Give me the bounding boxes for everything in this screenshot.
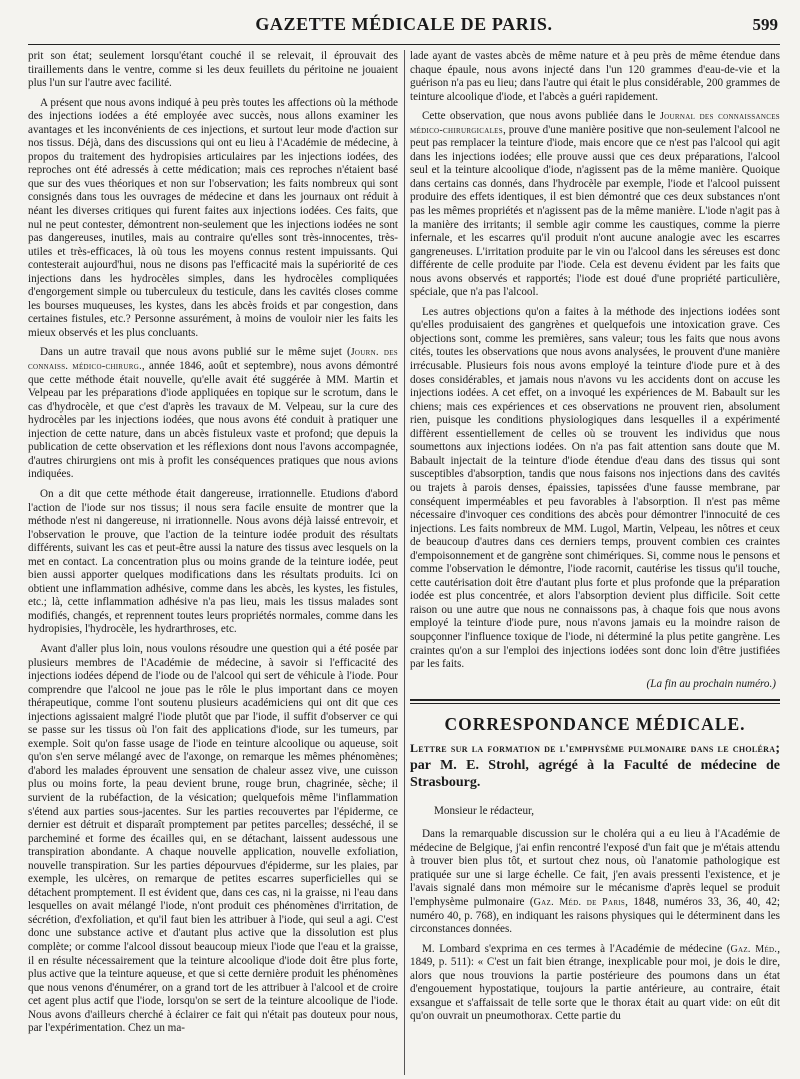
section-separator — [410, 699, 780, 704]
column-divider — [404, 50, 405, 1075]
left-column — [28, 50, 398, 1075]
continuation-note: (La fin au prochain numéro.) — [646, 677, 776, 690]
letter-title — [410, 740, 780, 791]
paragraph: prit son état; seulement lorsqu'étant couché il se relevait, il éprouvait des tiraillements dans le ventre, comme si les deux feuillets du péritoine ne jouaient plus l'un sur l'autre avec facilité. — [28, 50, 398, 90]
paragraph: A présent que nous avons indiqué à peu près toutes les affections où la méthode des injections iodées a été employée avec succès, nous allons examiner les avantages et les inconvénients de ces injections, et surtout leur mode d'action sur nos tissus. Déjà, dans des discussions qui ont eu lieu à l'Académie de médecine, à propos du traitement des hydropisies articulaires par les injections iodées, des reproches ont été adressés à cette médication; mais ces reproches n'étaient basé que sur des vues théoriques et non sur l'observation; les faits nombreux qui sont consignés dans tous les ouvrages de médecine et dans les journaux ont réduit à néant les diverses critiques qui furent faites aux injections iodées. Ces faits, que nul ne peut contester, démontrent non-seulement que les injections iodées ne sont pas dangereuses, inutiles, mais au contraire qu'elles sont très-innocentes, très-utiles et très-efficaces, là où tous les moyens connus restent impuissants. Qui contesterait aujourd'hui, nous ne disons pas l'efficacité mais la supériorité de ces injections dans les hydrocèles simples, dans les hydrocèles compliquées d'engorgement simple ou tuberculeux du testicule, dans les cavités closes comme les bourses muqueuses, les kystes, dans les abcès froids et par congestion, dans certaines fistules, etc.? Personne assurément, à moins de vouloir nier les faits les mieux observés et les plus concluants. — [28, 96, 398, 339]
letter-title-caps: Lettre sur la formation de l'emphysème pulmonaire dans le choléra — [410, 740, 776, 755]
paragraph — [410, 110, 780, 300]
page-header — [28, 10, 780, 45]
journal-citation: Journ. des connaiss. médico-chirurg. — [28, 347, 398, 373]
paragraph — [28, 346, 398, 481]
paragraph — [410, 828, 780, 936]
text: , 1849, p. 511): « C'est un fait bien étrange, inexplicable pour moi, je dois le dire, alors que nous trouvions la partie postérieure des poumons dans un état d'engouement hypostatique, toujours la partie antérieure, au contraire, était exsangue et s'affaissait de telle sorte que le thorax était au quart vide: on eût dit qu'on ouvrait un pneumothorax. Cette partie du — [410, 942, 780, 1023]
paragraph: On a dit que cette méthode était dangereuse, irrationnelle. Etudions d'abord l'action de l'iode sur nos tissus; il nous sera facile ensuite de montrer que la méthode n'est ni dangereuse, ni irrationnelle. Nous avons déjà laissé entrevoir, et l'observation le prouve, que l'action de la teinture iodée produit des résultats différents, suivant les cas et peut-être aussi la nature des tissus avec lesquels on la met en contact. La concentration plus ou moins grande de la teinture iodée, peut bien aussi apporter quelques modifications dans les résultats produits. Ici on obtient une inflammation adhésive, comme dans les abcès, les kystes, les fistules, etc.; là, cette inflammation adhésive n'a pas lieu, mais les tissus malades sont modifiés, changés, et reprennent toutes leurs propriétés normales, comme dans les hydropisies, l'hydrocèle, les hydrarthroses, etc. — [28, 487, 398, 636]
text: , année 1846, août et septembre), nous avons démontré que cette méthode était nouvelle, qu'elle avait été suggérée à MM. Martin et Velpeau par les préparations d'iode appliquées en topique sur le scrotum, dans le cas d'hydrocèle, et que c'est d'après les travaux de M. Velpeau, sur la cure des hydrocèles par les injections iodées, que nous avons été conduit à pratiquer une injection de cette nature, dans un abcès fistuleux vaste et profond; que depuis la publication de cette observation et les réflexions dont nous l'avons accompagnée, d'autres chirurgiens ont mis à profit les conséquences pratiques que nous avions indiquées. — [28, 360, 398, 481]
paragraph: Les autres objections qu'on a faites à la méthode des injections iodées sont qu'elles produisaient des gangrènes et quelquefois une intoxication grave. Ces objections sont, comme les premières, sans valeur; tous les faits que nous avons cités, toutes les observations que nous avons analysées, le prouvent d'une manière irrécusable. Plusieurs fois nous avons employé la teinture d'iode pure et à des doses considérables, et jamais nous n'avons vu les accidents dont on accuse les injections iodées. A cet effet, on a invoqué les expériences de M. Babault sur les chiens; mais ces expériences et ces observations ne prouvent rien, absolument rien, puisque les conditions physiologiques dans lesquelles il a expérimenté diffèrent essentiellement de celles où se trouvent les individus que nous soumettons aux injections iodées. On n'a pas fait attention sans doute que M. Babault injectait de la teinture d'iode étendue d'eau dans des tissus qui sont susceptibles d'absorption, tandis que nous faisons nos injections dans des cavités ou trajets à parois denses, épaissies, tapissées d'une fausse membrane, par conséquent imperméables et peu favorables à l'absorption. Il n'est pas même nécessaire d'invoquer ces conditions des abcès pour démontrer l'innocuité de ces injections. Les faits nombreux de MM. Lugol, Martin, Velpeau, les nôtres et ceux de beaucoup d'autres dans ces derniers temps, prouvent combien ces craintes d'empoisonnement et de gangrène sont chimériques. Si, comme nous le pensons et comme l'observation le démontre, l'iode racornit, cautérise les tissus qu'il touche, cette cautérisation doit être d'autant plus forte et plus profonde que la préparation iodée est plus concentrée, et alors l'absorption devient plus difficile. Soit cette raison ou une autre que nous ne connaissons pas, à chaque fois que nous avons employé la teinture d'iode pure, nous n'avons jamais eu la moindre raison de soupçonner l'influence toxique de l'iode, ni déterminé la plus petite gangrène. Les craintes qu'on a sur l'emploi des injections iodées sont donc loin d'être justifiées par les faits. — [410, 305, 780, 671]
paragraph: lade ayant de vastes abcès de même nature et à peu près de même étendue dans chaque épaule, nous avons injecté dans l'un 120 grammes d'eau-de-vie et la guérison n'a pas eu lieu; dans l'autre qui était le plus considérable, 200 grammes de teinture alcoolique d'iode, et l'abcès a guéri rapidement. — [410, 50, 780, 103]
text: Dans un autre travail que nous avons publié sur le même sujet ( — [40, 346, 351, 359]
right-column — [410, 50, 780, 1075]
journal-title: GAZETTE MÉDICALE DE PARIS. — [255, 14, 553, 34]
text: Cette observation, que nous avons publiée dans le — [422, 110, 660, 123]
journal-citation: Gaz. Méd. — [730, 943, 778, 955]
journal-citation: Gaz. Méd. de Paris — [533, 896, 626, 908]
text: , prouve d'une manière positive que non-seulement l'alcool ne peut pas remplacer la teinture d'iode, mais encore que ce n'est pas l'alcool qui agit dans les injections iodées; elle prouve aussi que ces deux préparations, l'alcool seul et la teinture alcoolique d'iode, n'agissent pas de la même manière. Quoique dans certains cas donnés, dans l'hydrocèle par exemple, l'iode et l'alcool puissent produire des effets identiques, il est bien démontré que ces deux substances n'ont pas les mêmes propriétés et n'agissent pas de la même manière. L'iode n'agit pas à la manière des irritants; il semble agir comme les caustiques, comme la pierre infernale, et les escarres qu'il produit n'ont aucune analogie avec les escarres gangreneuses. L'irritation produite par le vin ou l'alcool dans les séreuses est donc différente de celle produite par l'iode. Cela est devenu évident par les faits que nous avons observés et rapportés; l'iode est doué d'une propriété particulière, spéciale, que n'a pas l'alcool. — [410, 123, 780, 299]
letter-title-author: ; par M. E. Strohl, agrégé à la Faculté de médecine de Strasbourg. — [410, 740, 780, 790]
text: , 1848, numéros 33, 36, 40, 42; numéro 40, p. 768), en indiquant les raisons physiques qui le déterminent dans les circonstances données. — [410, 895, 780, 936]
salutation: Monsieur le rédacteur, — [434, 804, 535, 817]
paragraph — [410, 943, 780, 1024]
text: Dans la remarquable discussion sur le choléra qui a eu lieu à l'Académie de médecine de Belgique, j'ai enfin rencontré l'exposé d'un fait que je m'étais attendu à trouver bien plus tôt, et surtout chez nous, où l'anatomie pathologique est pratiquée sur une si large échelle. Ce fait, j'en avais pressenti l'existence, et je l'avais signalé dans mon mémoire sur le mécanisme d'après lequel se produit l'emphysème pulmonaire ( — [410, 828, 780, 908]
page-number: 599 — [752, 15, 778, 34]
paragraph: Avant d'aller plus loin, nous voulons résoudre une question qui a été posée par plusieurs membres de l'Académie de médecine, à savoir si l'efficacité des injections iodées dépend de l'iode ou de l'alcool qui sert de véhicule à l'iode. Pour comprendre que l'alcool ne joue pas le rôle le plus important dans ce moyen thérapeutique, comme l'ont soutenu plusieurs académiciens qui ont dit que ces injections agissaient malgré l'iode plutôt que par l'iode, il suffit d'observer ce qui se passe sur les tissus où l'on fait des applications d'iode, sur les tumeurs, par exemple. Soit qu'on fasse usage de l'iode en teinture alcoolique ou aqueuse, soit qu'on s'en serve mélangé avec de l'axonge, on remarque les mêmes phénomènes; d'abord les malades éprouvent une sensation de chaleur assez vive, une cuisson plus ou moins forte, la peau devient brune, rouge brun, chagrinée, sèche; il survient de la rubéfaction, de la vésication; quelquefois même l'inflammation s'étend aux parties sous-jacentes. Sur les parties recouvertes par l'épiderme, ce dernier est détruit et disparaît promptement par petites parcelles; desséché, il se parcheminé et forme des écailles qui, en se détachant, laissent audessous une transpiration abondante. A chaque nouvelle application, nouvelle exfoliation, nouvelle transpiration. Sur les parties dépourvues d'épiderme, sur les plaies, par exemple, les ulcères, on remarque de petites escarres superficielles qui se détachent promptement. Il est évident que, dans ces cas, ni la graisse, ni l'eau dans lesquelles on avait mélangé l'iode, n'ont produit ces phénomènes d'irritation, de sécrétion, d'exfoliation, et qu'il faut bien les attribuer à l'iode, qui seul a agi. C'est donc une substance active et d'autant plus active que la dissolution est plus complète; or comme l'alcool dissout beaucoup mieux l'iode que l'eau et la graisse, il en résulte nécessairement que la teinture alcoolique d'iode doit être plus forte, plus active que la teinture aqueuse, et que si cette dernière produit les phénomènes que nous venons d'énumérer, on a grand tort de les attribuer à l'alcool et de croire cet agent plus actif que l'iode, lorsqu'on se sert de la teinture alcoolique de l'iode. Nous avons d'ailleurs cherché à éclairer ce fait qui n'était pas douteux pour nous, par l'expérimentation. Chez un ma- — [28, 642, 398, 1035]
text-columns — [28, 50, 780, 1075]
section-heading: CORRESPONDANCE MÉDICALE. — [444, 714, 746, 735]
text: M. Lombard s'exprima en ces termes à l'Académie de médecine ( — [422, 942, 731, 955]
journal-citation: Journal des connaissances médico-chirurgicales — [410, 111, 780, 136]
